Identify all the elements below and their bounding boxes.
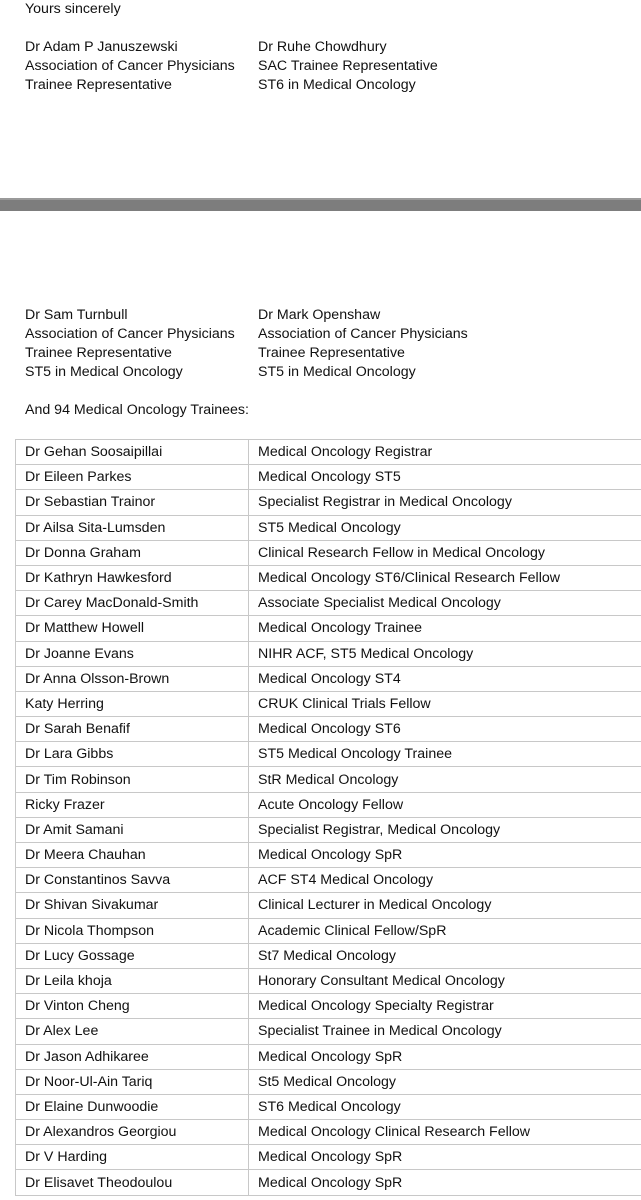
table-row (16, 440, 641, 465)
trainee-name: Dr Noor-Ul-Ain Tariq (16, 1069, 249, 1094)
trainee-name: Ricky Frazer (16, 792, 249, 817)
trainee-name: Dr Alex Lee (16, 1019, 249, 1044)
table-row (16, 968, 641, 993)
table-row (16, 742, 641, 767)
signatory-title: Trainee Representative (25, 77, 172, 93)
table-row (16, 1145, 641, 1170)
table-row (16, 1044, 641, 1069)
trainee-name: Dr Matthew Howell (16, 616, 249, 641)
trainees-table-body (16, 440, 641, 1196)
trainee-role: Medical Oncology SpR (249, 1145, 641, 1170)
trainee-name: Dr Ailsa Sita-Lumsden (16, 515, 249, 540)
table-row (16, 515, 641, 540)
trainee-name: Dr Leila khoja (16, 968, 249, 993)
trainee-role: Medical Oncology SpR (249, 1170, 641, 1195)
trainee-role: ST6 Medical Oncology (249, 1094, 641, 1119)
table-row (16, 691, 641, 716)
trainee-role: Medical Oncology ST4 (249, 666, 641, 691)
trainee-role: ACF ST4 Medical Oncology (249, 868, 641, 893)
trainees-intro: And 94 Medical Oncology Trainees: (25, 402, 249, 418)
table-row (16, 616, 641, 641)
trainee-role: Medical Oncology ST6/Clinical Research Fellow (249, 565, 641, 590)
signatory-title: ST5 in Medical Oncology (258, 364, 416, 380)
trainee-role: ST5 Medical Oncology Trainee (249, 742, 641, 767)
trainee-name: Dr Kathryn Hawkesford (16, 565, 249, 590)
trainee-name: Dr Jason Adhikaree (16, 1044, 249, 1069)
table-row (16, 565, 641, 590)
trainee-role: Clinical Lecturer in Medical Oncology (249, 893, 641, 918)
signatory-title: Trainee Representative (25, 345, 172, 361)
table-row (16, 817, 641, 842)
trainee-name: Dr Nicola Thompson (16, 918, 249, 943)
trainee-role: Specialist Trainee in Medical Oncology (249, 1019, 641, 1044)
table-row (16, 1120, 641, 1145)
signatory-title: Trainee Representative (258, 345, 405, 361)
trainee-name: Dr Constantinos Savva (16, 868, 249, 893)
trainee-name: Katy Herring (16, 691, 249, 716)
closing-salutation: Yours sincerely (25, 1, 121, 17)
table-row (16, 918, 641, 943)
trainee-role: Medical Oncology Clinical Research Fellow (249, 1120, 641, 1145)
trainee-role: Medical Oncology ST5 (249, 465, 641, 490)
trainee-role: Honorary Consultant Medical Oncology (249, 968, 641, 993)
trainee-name: Dr V Harding (16, 1145, 249, 1170)
trainee-role: Academic Clinical Fellow/SpR (249, 918, 641, 943)
table-row (16, 792, 641, 817)
table-row (16, 843, 641, 868)
trainee-name: Dr Tim Robinson (16, 767, 249, 792)
table-row (16, 641, 641, 666)
trainee-role: NIHR ACF, ST5 Medical Oncology (249, 641, 641, 666)
trainee-role: St5 Medical Oncology (249, 1069, 641, 1094)
trainee-name: Dr Shivan Sivakumar (16, 893, 249, 918)
trainee-name: Dr Sarah Benafif (16, 717, 249, 742)
signature-block-openshaw (258, 306, 468, 382)
signatory-title: Association of Cancer Physicians (258, 326, 468, 342)
signatory-title: ST6 in Medical Oncology (258, 77, 416, 93)
signature-block-chowdhury (258, 38, 438, 95)
table-row (16, 767, 641, 792)
table-row (16, 994, 641, 1019)
trainee-name: Dr Anna Olsson-Brown (16, 666, 249, 691)
table-row (16, 490, 641, 515)
trainee-name: Dr Elisavet Theodoulou (16, 1170, 249, 1195)
trainee-name: Dr Lara Gibbs (16, 742, 249, 767)
trainee-role: Medical Oncology SpR (249, 843, 641, 868)
trainee-role: Medical Oncology ST6 (249, 717, 641, 742)
signature-block-turnbull (25, 306, 235, 382)
trainee-role: Medical Oncology SpR (249, 1044, 641, 1069)
trainee-role: Specialist Registrar, Medical Oncology (249, 817, 641, 842)
trainee-role: Specialist Registrar in Medical Oncology (249, 490, 641, 515)
signatory-title: ST5 in Medical Oncology (25, 364, 183, 380)
trainee-role: St7 Medical Oncology (249, 943, 641, 968)
trainee-name: Dr Elaine Dunwoodie (16, 1094, 249, 1119)
trainee-name: Dr Eileen Parkes (16, 465, 249, 490)
trainee-name: Dr Gehan Soosaipillai (16, 440, 249, 465)
trainee-role: Medical Oncology Specialty Registrar (249, 994, 641, 1019)
table-row (16, 465, 641, 490)
table-row (16, 943, 641, 968)
signatory-name: Dr Ruhe Chowdhury (258, 39, 387, 55)
table-row (16, 1019, 641, 1044)
trainee-name: Dr Meera Chauhan (16, 843, 249, 868)
table-row (16, 1170, 641, 1195)
trainee-name: Dr Carey MacDonald-Smith (16, 591, 249, 616)
trainee-name: Dr Lucy Gossage (16, 943, 249, 968)
trainee-role: Associate Specialist Medical Oncology (249, 591, 641, 616)
trainee-role: StR Medical Oncology (249, 767, 641, 792)
signatory-name: Dr Adam P Januszewski (25, 39, 178, 55)
trainee-role: Acute Oncology Fellow (249, 792, 641, 817)
table-row (16, 540, 641, 565)
signatory-name: Dr Sam Turnbull (25, 307, 128, 323)
trainee-name: Dr Vinton Cheng (16, 994, 249, 1019)
signatory-title: SAC Trainee Representative (258, 58, 438, 74)
trainee-role: Clinical Research Fellow in Medical Oncology (249, 540, 641, 565)
table-row (16, 893, 641, 918)
trainee-name: Dr Amit Samani (16, 817, 249, 842)
signatory-name: Dr Mark Openshaw (258, 307, 381, 323)
trainee-name: Dr Sebastian Trainor (16, 490, 249, 515)
signatory-title: Association of Cancer Physicians (25, 326, 235, 342)
table-row (16, 717, 641, 742)
trainee-role: Medical Oncology Trainee (249, 616, 641, 641)
trainee-name: Dr Donna Graham (16, 540, 249, 565)
table-row (16, 1069, 641, 1094)
table-row (16, 868, 641, 893)
trainee-name: Dr Alexandros Georgiou (16, 1120, 249, 1145)
signature-block-januszewski (25, 38, 235, 95)
table-row (16, 666, 641, 691)
trainee-role: CRUK Clinical Trials Fellow (249, 691, 641, 716)
trainee-role: Medical Oncology Registrar (249, 440, 641, 465)
page-break-divider (0, 198, 641, 211)
trainees-table (15, 439, 641, 1196)
signatory-title: Association of Cancer Physicians (25, 58, 235, 74)
trainee-role: ST5 Medical Oncology (249, 515, 641, 540)
table-row (16, 591, 641, 616)
table-row (16, 1094, 641, 1119)
trainee-name: Dr Joanne Evans (16, 641, 249, 666)
